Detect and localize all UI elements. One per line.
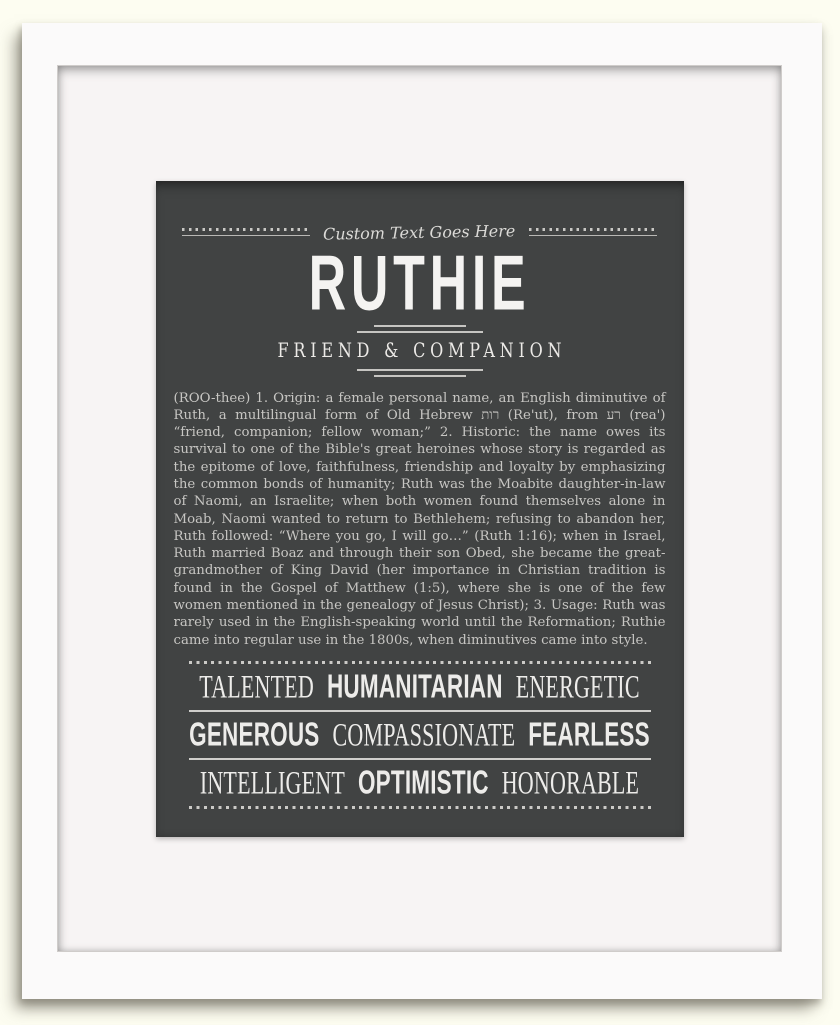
trait-word: GENEROUS (189, 715, 320, 753)
right-dotted-rule (529, 228, 657, 236)
trait-row-3 (189, 760, 651, 806)
trait-row-1 (189, 664, 651, 710)
trait-word: FEARLESS (528, 715, 650, 753)
trait-word: ENERGETIC (515, 667, 640, 705)
divider-line-short (374, 375, 466, 377)
trait-word: HONORABLE (501, 763, 640, 801)
trait-word: HUMANITARIAN (326, 667, 503, 705)
dotted-rule-bottom (189, 806, 651, 809)
name-art-print (156, 181, 684, 837)
divider-line-long (357, 369, 483, 371)
divider-below-subtitle (172, 369, 668, 377)
trait-row-2 (189, 712, 651, 758)
trait-word: TALENTED (199, 667, 314, 705)
dots-ornament (529, 228, 657, 231)
picture-frame (22, 23, 822, 999)
trait-word: COMPASSIONATE (332, 715, 516, 753)
traits-block (189, 661, 651, 809)
frame-mat (57, 65, 782, 952)
trait-word: INTELLIGENT (199, 763, 345, 801)
custom-text-label: Custom Text Goes Here (323, 220, 516, 244)
dots-ornament (182, 228, 310, 231)
name-meaning-text: (ROO-thee) 1. Origin: a female personal name, an English diminutive of Ruth, a multilingual form of Old Hebrew רות (Re'ut), from רע (rea') “friend, companion; fellow woman;” 2. Historic: the name owes its survival to one of the Bible's great heroines whose story is regarded as the epitome of love, faithfulness, friendship and loyalty by emphasizing the common bonds of humanity; Ruth was the Moabite daughter-in-law of Naomi, an Israelite; when both women found themselves alone in Moab, Naomi wanted to return to Bethlehem; refusing to abandon her, Ruth followed: “Where you go, I will go…” (Ruth 1:16); when in Israel, Ruth married Boaz and through their son Obed, she became the great-grandmother of King David (her importance in Christian tradition is found in the Gospel of Matthew (1:5), where she is one of the few women mentioned in the genealogy of Jesus Christ); 3. Usage: Ruth was rarely used in the English-speaking world until the Reformation; Ruthie came into regular use in the 1800s, when diminutives came into style. (173, 390, 666, 648)
left-dotted-rule (182, 228, 310, 236)
trait-word: OPTIMISTIC (357, 763, 489, 801)
name-headline: RUTHIE (308, 240, 531, 327)
subtitle: FRIEND & COMPANION (277, 338, 567, 362)
